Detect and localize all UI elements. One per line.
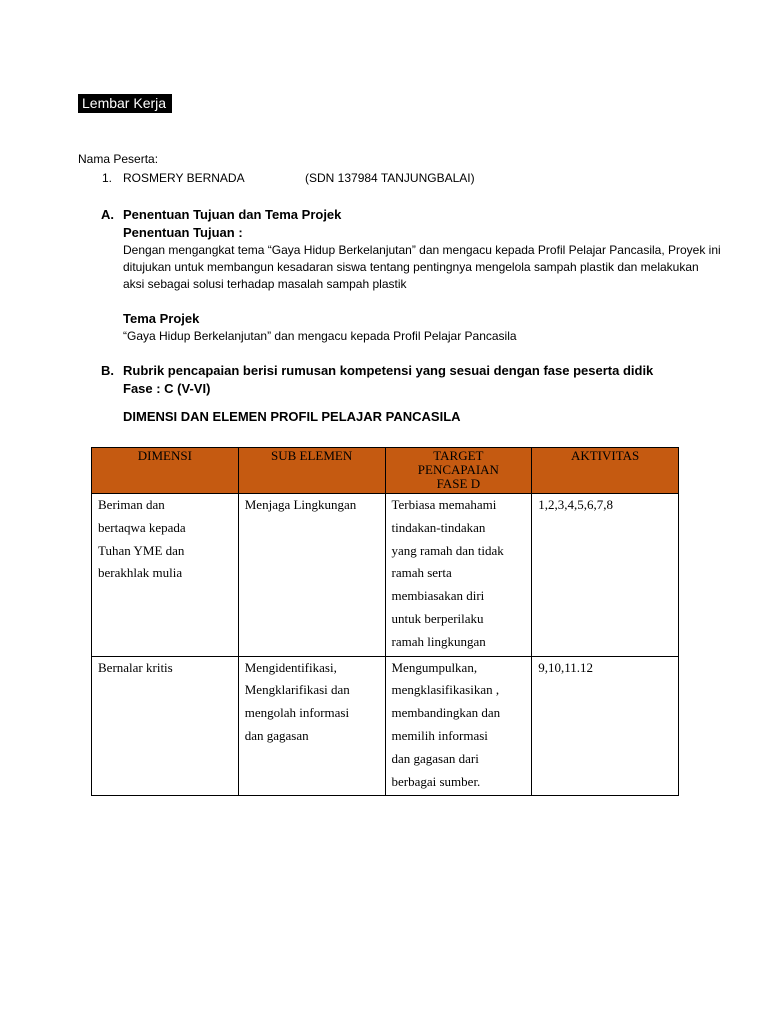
table-row <box>92 494 679 657</box>
cell-line: Bernalar kritis <box>98 659 173 675</box>
cell-line: mengklasifikasikan , <box>391 682 500 698</box>
tujuan-text <box>123 242 758 293</box>
cell-line: tindakan-tindakan <box>391 519 486 535</box>
tujuan-line: Dengan mengangkat tema “Gaya Hidup Berkelanjutan” dan mengacu kepada Profil Pelajar Pancasila, Proyek ini <box>123 243 721 257</box>
cell-line: Tuhan YME dan <box>98 542 185 558</box>
cell-line: dan gagasan <box>244 727 309 743</box>
participant-number: 1. <box>102 171 113 185</box>
tujuan-subheading: Penentuan Tujuan : <box>123 225 243 240</box>
cell-line: untuk berperilaku <box>391 610 484 626</box>
cell-dimensi <box>92 494 239 657</box>
cell-line: Terbiasa memahami <box>391 497 497 512</box>
tema-text: “Gaya Hidup Berkelanjutan” dan mengacu kepada Profil Pelajar Pancasila <box>123 329 517 343</box>
cell-target <box>385 494 532 657</box>
cell-line: 1,2,3,4,5,6,7,8 <box>538 497 613 512</box>
cell-line: bertaqwa kepada <box>98 519 186 535</box>
participant-name: ROSMERY BERNADA <box>123 171 245 185</box>
cell-aktivitas <box>532 656 679 796</box>
cell-line: mengolah informasi <box>244 705 350 721</box>
cell-line: Mengidentifikasi, <box>244 659 337 675</box>
cell-line: Mengklarifikasi dan <box>244 682 350 698</box>
fase-text: Fase : C (V-VI) <box>123 381 211 396</box>
section-a-heading: Penentuan Tujuan dan Tema Projek <box>123 207 342 222</box>
tema-heading: Tema Projek <box>123 311 200 326</box>
cell-sub-elemen <box>238 494 385 657</box>
section-b-heading: Rubrik pencapaian berisi rumusan kompetensi yang sesuai dengan fase peserta didik <box>123 363 654 378</box>
cell-line: Menjaga Lingkungan <box>244 497 357 512</box>
dimensi-heading: DIMENSI DAN ELEMEN PROFIL PELAJAR PANCASILA <box>123 409 461 424</box>
section-a-letter: A. <box>101 207 114 222</box>
cell-line: ramah lingkungan <box>391 633 486 649</box>
tujuan-line: ditujukan untuk membangun kesadaran siswa tentang pentingnya mengelola sampah plastik dan melakukan <box>123 260 699 274</box>
header-sub-elemen: SUB ELEMEN <box>238 448 385 494</box>
cell-line: berakhlak mulia <box>98 565 183 581</box>
header-dimensi: DIMENSI <box>92 448 239 494</box>
header-target <box>385 448 532 494</box>
cell-line: membandingkan dan <box>391 705 501 721</box>
header-target-text: TARGET PENCAPAIAN FASE D <box>417 448 499 491</box>
tujuan-line: aksi sebagai solusi terhadap masalah sampah plastik <box>123 277 407 291</box>
participants-label: Nama Peserta: <box>78 152 159 166</box>
participant-school: (SDN 137984 TANJUNGBALAI) <box>305 171 475 185</box>
table-header-row <box>92 448 679 494</box>
cell-line: Beriman dan <box>98 497 165 512</box>
cell-dimensi <box>92 656 239 796</box>
cell-line: berbagai sumber. <box>391 773 481 789</box>
cell-sub-elemen <box>238 656 385 796</box>
header-aktivitas: AKTIVITAS <box>532 448 679 494</box>
table-row <box>92 656 679 796</box>
cell-line: membiasakan diri <box>391 588 485 604</box>
cell-line: ramah serta <box>391 565 452 581</box>
cell-target <box>385 656 532 796</box>
page-title: Lembar Kerja <box>78 94 172 113</box>
section-b-letter: B. <box>101 363 114 378</box>
cell-line: Mengumpulkan, <box>391 659 478 675</box>
cell-aktivitas <box>532 494 679 657</box>
cell-line: dan gagasan dari <box>391 750 479 766</box>
cell-line: yang ramah dan tidak <box>391 542 504 558</box>
cell-line: 9,10,11.12 <box>538 659 594 675</box>
rubrik-table <box>91 447 679 796</box>
cell-line: memilih informasi <box>391 727 488 743</box>
